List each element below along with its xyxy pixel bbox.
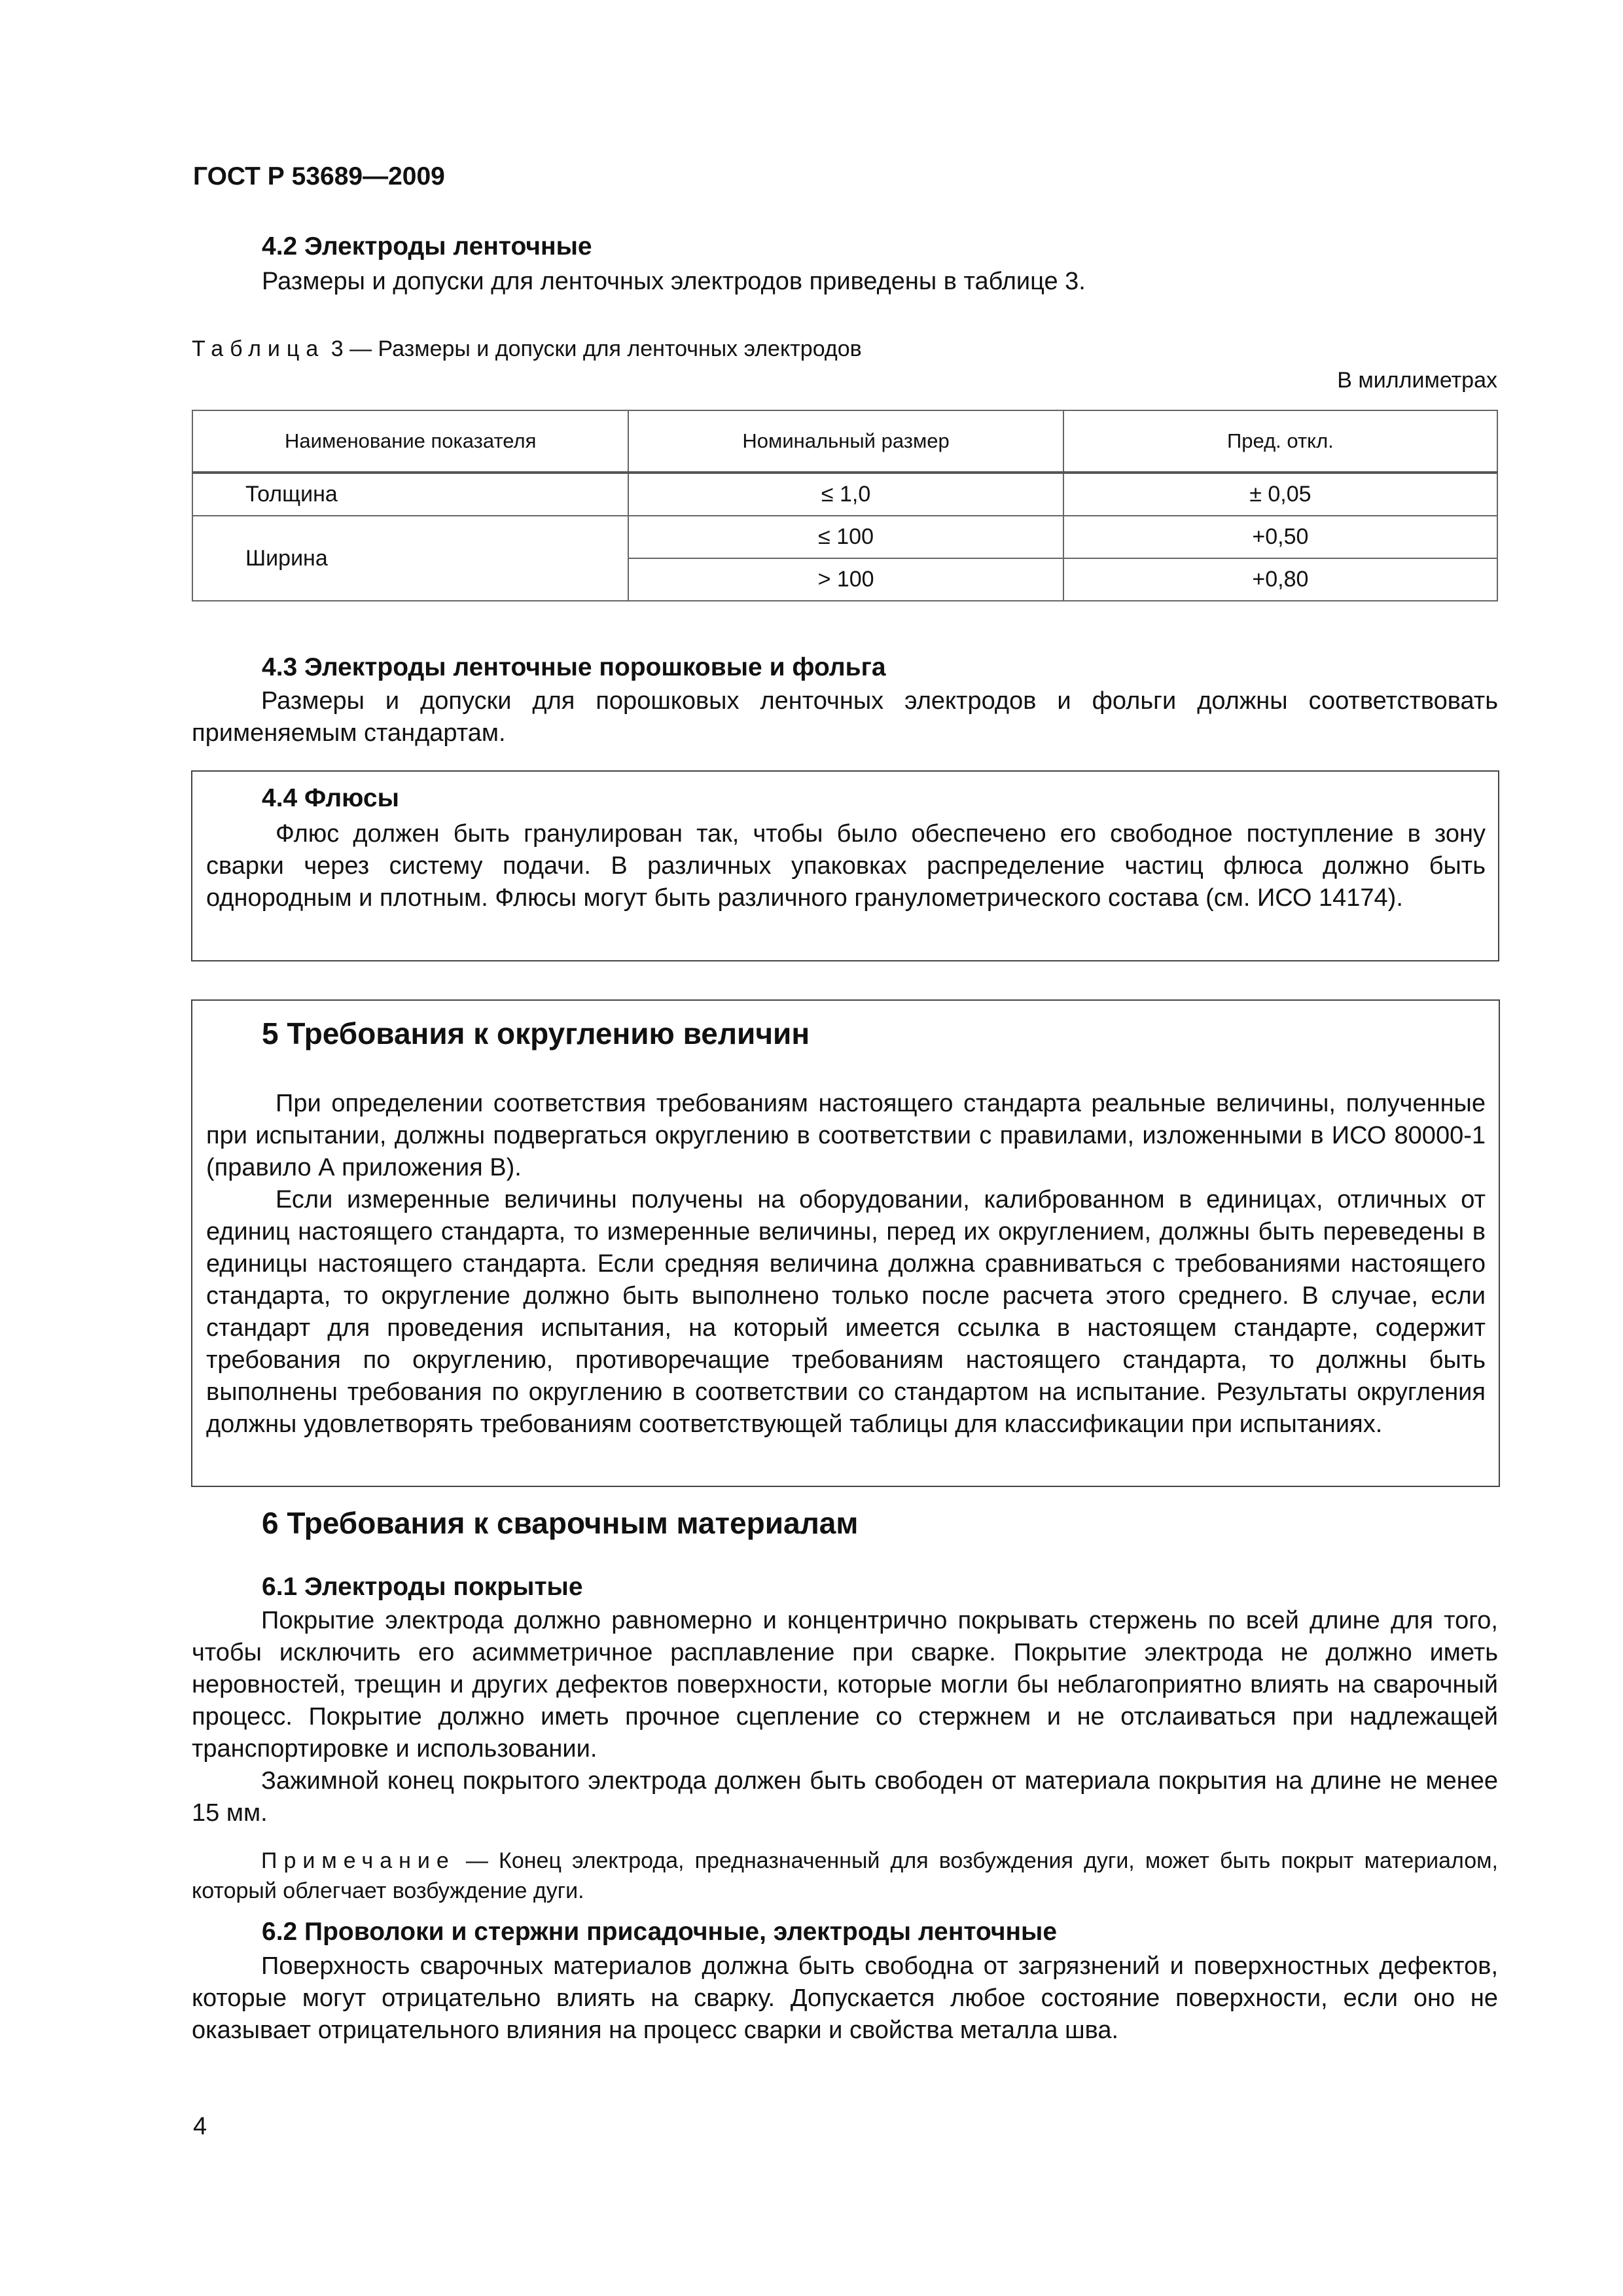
section-4-4-text <box>206 818 1486 914</box>
table-header-row <box>192 410 1497 473</box>
section-6-2-heading: 6.2 Проволоки и стержни присадочные, электроды ленточные <box>262 1918 1058 1946</box>
paragraph: Зажимной конец покрытого электрода должен быть свободен от материала покрытия на длине не менее 15 мм. <box>192 1767 1498 1827</box>
table-cell-tolerance: +0,50 <box>1063 516 1497 558</box>
table-caption-text: 3 — Размеры и допуски для ленточных электродов <box>325 336 862 361</box>
table-cell-nominal: ≤ 1,0 <box>628 473 1063 516</box>
note-text: — Конец электрода, предназначенный для возбуждения дуги, может быть покрыт материалом, который облегчает возбуждение дуги. <box>192 1848 1498 1903</box>
section-4-4-heading: 4.4 Флюсы <box>262 784 399 812</box>
table-row <box>192 473 1497 516</box>
table-row <box>192 516 1497 558</box>
column-header: Пред. откл. <box>1063 410 1497 473</box>
paragraph: Покрытие электрода должно равномерно и концентрично покрывать стержень по всей длине для того, чтобы исключить его асимметричное расплавление при сварке. Покрытие электрода не должно иметь неровностей, трещин и других дефектов поверхности, которые могли бы неблагоприятно влиять на сварочный процесс. Покрытие должно иметь прочное сцепление со стержнем и не отслаиваться при надлежащей транспортировке и использовании. <box>192 1607 1498 1763</box>
section-4-3-text <box>192 685 1498 749</box>
paragraph: Флюс должен быть гранулирован так, чтобы было обеспечено его свободное поступление в зону сварки через систему подачи. В различных упаковках распределение частиц флюса должно быть однородным и плотным. Флюсы могут быть различного гранулометрического состава (см. ИСО 14174). <box>206 820 1486 912</box>
table-3-caption <box>192 336 862 362</box>
chapter-5-heading: 5 Требования к округлению величин <box>262 1016 810 1050</box>
section-4-2-text: Размеры и допуски для ленточных электродов приведены в таблице 3. <box>262 268 1086 295</box>
table-cell-nominal: > 100 <box>628 558 1063 601</box>
section-6-2-text <box>192 1950 1498 2047</box>
note <box>192 1846 1498 1906</box>
table-caption-label: Таблица <box>192 336 325 361</box>
table-units: В миллиметрах <box>1337 368 1497 393</box>
paragraph: Если измеренные величины получены на оборудовании, калиброванном в единицах, отличных от единиц настоящего стандарта, то измеренные величины, перед их округлением, должны быть переведены в единицы настоящего стандарта. Если средняя величина должна сравниваться с требованиями настоящего стандарта, то округление должно быть выполнено только после расчета этого среднего. В случае, если стандарт для проведения испытания, на который имеется ссылка в настоящем стандарте, содержит требования по округлению, противоречащие требованиям настоящего стандарта, то должны быть выполнены требования по округлению в соответствии со стандартом на испытание. Результаты округления должны удовлетворять требованиям соответствующей таблицы для классификации при испытаниях. <box>206 1186 1486 1438</box>
table-cell-name: Толщина <box>192 473 628 516</box>
document-number: ГОСТ Р 53689—2009 <box>193 162 445 190</box>
table-cell-tolerance: ± 0,05 <box>1063 473 1497 516</box>
table-cell-tolerance: +0,80 <box>1063 558 1497 601</box>
table-cell-nominal: ≤ 100 <box>628 516 1063 558</box>
paragraph: При определении соответствия требованиям настоящего стандарта реальные величины, полученные при испытании, должны подвергаться округлению в соответствии с правилами, изложенными в ИСО 80000-1 (правило А приложения В). <box>206 1090 1486 1181</box>
section-6-1-text <box>192 1605 1498 1829</box>
section-4-2-heading: 4.2 Электроды ленточные <box>262 232 592 260</box>
column-header: Номинальный размер <box>628 410 1063 473</box>
table-cell-name: Ширина <box>192 516 628 601</box>
section-4-3-heading: 4.3 Электроды ленточные порошковые и фольга <box>262 653 886 681</box>
note-paragraph <box>192 1846 1498 1906</box>
column-header: Наименование показателя <box>192 410 628 473</box>
chapter-6-heading: 6 Требования к сварочным материалам <box>262 1506 859 1540</box>
chapter-5-text <box>206 1088 1486 1441</box>
table-3 <box>192 410 1498 601</box>
paragraph: Размеры и допуски для порошковых ленточных электродов и фольги должны соответствовать применяемым стандартам. <box>192 687 1498 747</box>
section-6-1-heading: 6.1 Электроды покрытые <box>262 1573 583 1601</box>
note-label: Примечание <box>261 1848 455 1873</box>
paragraph: Поверхность сварочных материалов должна быть свободна от загрязнений и поверхностных дефектов, которые могут отрицательно влиять на сварку. Допускается любое состояние поверхности, если оно не оказывает отрицательного влияния на процесс сварки и свойства металла шва. <box>192 1952 1498 2044</box>
page-number: 4 <box>193 2113 207 2140</box>
